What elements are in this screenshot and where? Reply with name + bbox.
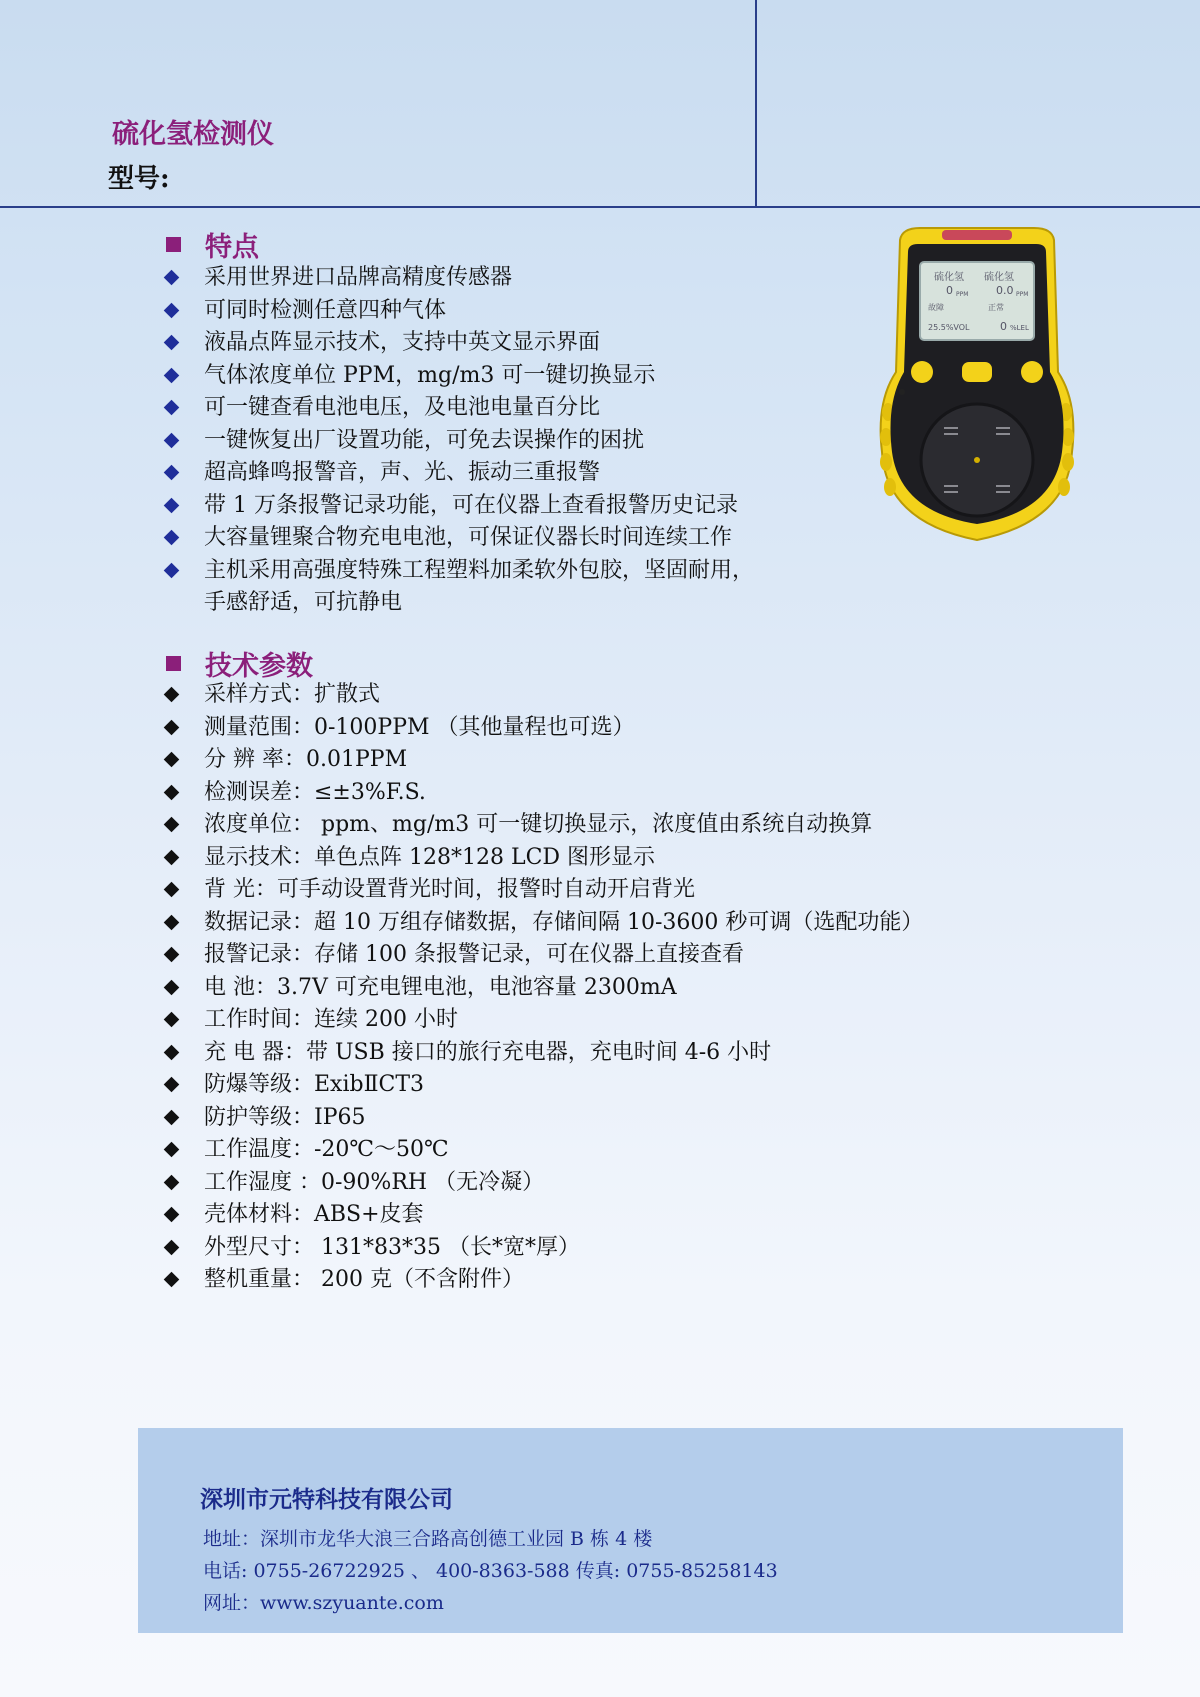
param-item: 电 池：3.7V 可充电锂电池，电池容量 2300mA bbox=[163, 972, 923, 1005]
svg-text:PPM: PPM bbox=[1016, 291, 1029, 298]
param-item: 工作温度：-20℃～50℃ bbox=[163, 1134, 923, 1167]
diamond-bullet-icon bbox=[164, 432, 180, 448]
diamond-bullet-icon bbox=[164, 367, 180, 383]
svg-text:硫化氢: 硫化氢 bbox=[984, 272, 1014, 283]
product-title: 硫化氢检测仪 bbox=[112, 119, 274, 150]
svg-text:硫化氢: 硫化氢 bbox=[934, 272, 964, 283]
diamond-bullet-icon bbox=[164, 882, 180, 898]
diamond-bullet-icon bbox=[164, 465, 180, 481]
gas-detector-image bbox=[872, 222, 1082, 542]
diamond-bullet-icon bbox=[164, 914, 180, 930]
company-phone: 电话: 0755-26722925 、 400-8363-588 传真: 0755-85258143 bbox=[203, 1560, 778, 1582]
param-item: 检测误差：≤±3%F.S. bbox=[163, 777, 923, 810]
param-item: 整机重量： 200 克（不含附件） bbox=[163, 1264, 923, 1297]
features-list bbox=[163, 262, 754, 620]
diamond-bullet-icon bbox=[164, 1174, 180, 1190]
feature-item: 气体浓度单位 PPM，mg/m3 可一键切换显示 bbox=[163, 360, 754, 393]
param-item: 测量范围：0-100PPM （其他量程也可选） bbox=[163, 712, 923, 745]
param-item: 壳体材料：ABS+皮套 bbox=[163, 1199, 923, 1232]
diamond-bullet-icon bbox=[164, 1012, 180, 1028]
diamond-bullet-icon bbox=[164, 947, 180, 963]
param-item: 采样方式：扩散式 bbox=[163, 679, 923, 712]
feature-item: 可一键查看电池电压，及电池电量百分比 bbox=[163, 392, 754, 425]
svg-text:故障: 故障 bbox=[928, 303, 944, 312]
param-item: 分 辨 率：0.01PPM bbox=[163, 744, 923, 777]
company-name: 深圳市元特科技有限公司 bbox=[200, 1486, 453, 1513]
diamond-bullet-icon bbox=[164, 1239, 180, 1255]
left-button[interactable] bbox=[911, 361, 933, 383]
company-website[interactable]: 网址：www.szyuante.com bbox=[203, 1592, 444, 1614]
diamond-bullet-icon bbox=[164, 530, 180, 546]
header-divider-vertical bbox=[755, 0, 757, 207]
right-button[interactable] bbox=[1021, 361, 1043, 383]
params-heading bbox=[166, 644, 313, 683]
feature-item: 液晶点阵显示技术，支持中英文显示界面 bbox=[163, 327, 754, 360]
diamond-bullet-icon bbox=[164, 1142, 180, 1158]
diamond-bullet-icon bbox=[164, 400, 180, 416]
param-item: 防护等级：IP65 bbox=[163, 1102, 923, 1135]
diamond-bullet-icon bbox=[164, 562, 180, 578]
svg-text:0: 0 bbox=[1000, 320, 1007, 333]
diamond-bullet-icon bbox=[164, 849, 180, 865]
param-item: 背 光：可手动设置背光时间，报警时自动开启背光 bbox=[163, 874, 923, 907]
feature-item-continuation: 手感舒适，可抗静电 bbox=[204, 590, 403, 615]
svg-text:%LEL: %LEL bbox=[1010, 324, 1029, 332]
param-item: 报警记录：存储 100 条报警记录，可在仪器上直接查看 bbox=[163, 939, 923, 972]
square-bullet-icon bbox=[166, 656, 181, 671]
diamond-bullet-icon bbox=[164, 1077, 180, 1093]
feature-item: 采用世界进口品牌高精度传感器 bbox=[163, 262, 754, 295]
diamond-bullet-icon bbox=[164, 979, 180, 995]
diamond-bullet-icon bbox=[164, 335, 180, 351]
model-label: 型号: bbox=[108, 164, 170, 194]
diamond-bullet-icon bbox=[164, 1044, 180, 1060]
diamond-bullet-icon bbox=[164, 687, 180, 703]
svg-text:正常: 正常 bbox=[988, 303, 1004, 312]
svg-text:25.5%VOL: 25.5%VOL bbox=[928, 323, 970, 332]
feature-item: 带 1 万条报警记录功能，可在仪器上查看报警历史记录 bbox=[163, 490, 754, 523]
params-list bbox=[163, 679, 923, 1297]
param-item: 工作时间：连续 200 小时 bbox=[163, 1004, 923, 1037]
param-item: 防爆等级：ExibⅡCT3 bbox=[163, 1069, 923, 1102]
diamond-bullet-icon bbox=[164, 1207, 180, 1223]
feature-item: 主机采用高强度特殊工程塑料加柔软外包胶，坚固耐用， bbox=[163, 555, 754, 588]
diamond-bullet-icon bbox=[164, 1272, 180, 1288]
feature-item: 可同时检测任意四种气体 bbox=[163, 295, 754, 328]
center-button[interactable] bbox=[962, 362, 992, 382]
feature-item: 一键恢复出厂设置功能，可免去误操作的困扰 bbox=[163, 425, 754, 458]
param-item: 外型尺寸： 131*83*35 （长*宽*厚） bbox=[163, 1232, 923, 1265]
diamond-bullet-icon bbox=[164, 784, 180, 800]
diamond-bullet-icon bbox=[164, 719, 180, 735]
diamond-bullet-icon bbox=[164, 302, 180, 318]
svg-text:0.0: 0.0 bbox=[996, 284, 1014, 297]
diamond-bullet-icon bbox=[164, 1109, 180, 1125]
svg-text:PPM: PPM bbox=[956, 291, 969, 298]
feature-item: 超高蜂鸣报警音，声、光、振动三重报警 bbox=[163, 457, 754, 490]
diamond-bullet-icon bbox=[164, 270, 180, 286]
company-address: 地址：深圳市龙华大浪三合路高创德工业园 B 栋 4 楼 bbox=[203, 1528, 653, 1550]
params-heading-text: 技术参数 bbox=[205, 651, 313, 682]
diamond-bullet-icon bbox=[164, 817, 180, 833]
param-item: 数据记录：超 10 万组存储数据，存储间隔 10-3600 秒可调（选配功能） bbox=[163, 907, 923, 940]
feature-item: 大容量锂聚合物充电电池，可保证仪器长时间连续工作 bbox=[163, 522, 754, 555]
square-bullet-icon bbox=[166, 237, 181, 252]
param-item: 浓度单位： ppm、mg/m3 可一键切换显示，浓度值由系统自动换算 bbox=[163, 809, 923, 842]
param-item: 工作湿度 ：0-90%RH （无冷凝） bbox=[163, 1167, 923, 1200]
features-heading-text: 特点 bbox=[205, 232, 259, 263]
diamond-bullet-icon bbox=[164, 752, 180, 768]
sensor-port bbox=[974, 457, 980, 463]
features-heading bbox=[166, 225, 259, 264]
header-divider-horizontal bbox=[0, 206, 1200, 208]
diamond-bullet-icon bbox=[164, 497, 180, 513]
param-item: 充 电 器：带 USB 接口的旅行充电器，充电时间 4-6 小时 bbox=[163, 1037, 923, 1070]
svg-text:0: 0 bbox=[946, 284, 953, 297]
param-item: 显示技术：单色点阵 128*128 LCD 图形显示 bbox=[163, 842, 923, 875]
alarm-led bbox=[942, 230, 1012, 240]
buzzer-hole bbox=[899, 389, 905, 395]
